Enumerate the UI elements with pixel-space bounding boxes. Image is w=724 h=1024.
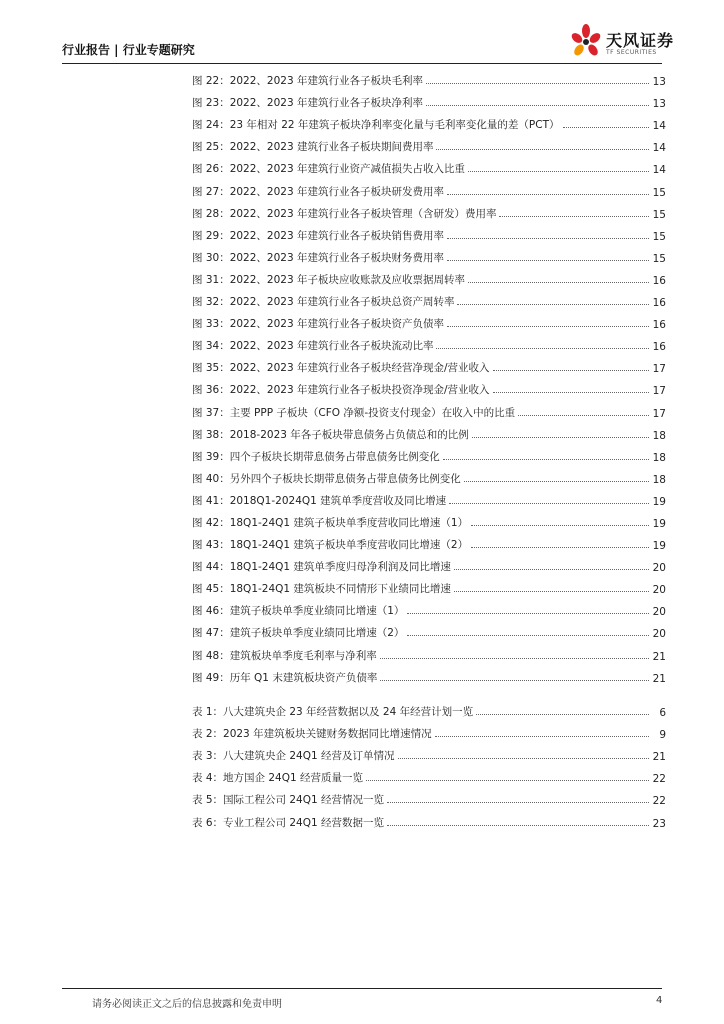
toc-entry-label: 图 34：2022、2023 年建筑行业各子板块流动比率 xyxy=(192,340,434,353)
dot-leader xyxy=(468,282,649,283)
toc-entry-page: 20 xyxy=(652,584,666,597)
table-toc-entry[interactable] xyxy=(192,697,666,719)
figure-toc-entry[interactable] xyxy=(192,132,666,154)
toc-entry-page: 15 xyxy=(652,208,666,221)
toc-entry-page: 21 xyxy=(652,751,666,764)
toc-entry-label: 图 46：建筑子板块单季度业绩同比增速（1） xyxy=(192,605,405,618)
toc-entry-page: 20 xyxy=(652,562,666,575)
toc-entry-page: 18 xyxy=(652,429,666,442)
table-toc-entry[interactable] xyxy=(192,785,666,807)
dot-leader xyxy=(476,714,649,715)
figure-toc-entry[interactable] xyxy=(192,110,666,132)
figure-toc-entry[interactable] xyxy=(192,88,666,110)
toc-entry-label: 图 22：2022、2023 年建筑行业各子板块毛利率 xyxy=(192,75,423,88)
figure-toc-entry[interactable] xyxy=(192,154,666,176)
figure-toc-entry[interactable] xyxy=(192,221,666,243)
toc-entry-label: 图 31：2022、2023 年子板块应收账款及应收票据周转率 xyxy=(192,273,465,286)
toc-entry-label: 图 33：2022、2023 年建筑行业各子板块资产负债率 xyxy=(192,318,444,331)
page-number: 4 xyxy=(656,995,663,1006)
toc-entry-label: 表 3：八大建筑央企 24Q1 经营及订单情况 xyxy=(192,750,395,763)
toc-entry-page: 22 xyxy=(652,773,666,786)
toc-entry-label: 图 36：2022、2023 年建筑行业各子板块投资净现金/营业收入 xyxy=(192,384,490,397)
toc-entry-page: 14 xyxy=(652,164,666,177)
toc-entry-label: 表 6：专业工程公司 24Q1 经营数据一览 xyxy=(192,816,384,829)
toc-entry-page: 9 xyxy=(659,729,666,742)
toc-entry-label: 图 30：2022、2023 年建筑行业各子板块财务费用率 xyxy=(192,251,444,264)
dot-leader xyxy=(454,569,649,570)
toc-entry-page: 21 xyxy=(652,650,666,663)
toc-entry-page: 6 xyxy=(659,707,666,720)
toc-entry-label: 图 24：23 年相对 22 年建筑子板块净利率变化量与毛利率变化量的差（PCT） xyxy=(192,119,560,132)
toc-entry-label: 图 27：2022、2023 年建筑行业各子板块研发费用率 xyxy=(192,185,444,198)
dot-leader xyxy=(464,481,649,482)
toc-entry-label: 图 47：建筑子板块单季度业绩同比增速（2） xyxy=(192,627,405,640)
dot-leader xyxy=(468,171,649,172)
figure-toc-entry[interactable] xyxy=(192,464,666,486)
figure-toc-entry[interactable] xyxy=(192,265,666,287)
dot-leader xyxy=(443,459,649,460)
figure-toc-entry[interactable] xyxy=(192,420,666,442)
figure-toc-entry[interactable] xyxy=(192,530,666,552)
figure-toc-entry[interactable] xyxy=(192,397,666,419)
toc-entry-label: 图 37：主要 PPP 子板块（CFO 净额-投资支付现金）在收入中的比重 xyxy=(192,406,516,419)
toc-entry-label: 图 40：另外四个子板块长期带息债务占带息债务比例变化 xyxy=(192,472,461,485)
table-index xyxy=(192,697,666,830)
table-toc-entry[interactable] xyxy=(192,763,666,785)
figure-toc-entry[interactable] xyxy=(192,199,666,221)
toc-entry-page: 15 xyxy=(652,230,666,243)
dot-leader xyxy=(471,547,649,548)
figure-toc-entry[interactable] xyxy=(192,243,666,265)
dot-leader xyxy=(563,127,649,128)
toc-entry-page: 16 xyxy=(652,297,666,310)
toc-entry-label: 图 39：四个子板块长期带息债务占带息债务比例变化 xyxy=(192,450,440,463)
dot-leader xyxy=(457,304,649,305)
toc-entry-page: 15 xyxy=(652,252,666,265)
toc-entry-page: 23 xyxy=(652,817,666,830)
footer-divider xyxy=(62,988,662,989)
figure-toc-entry[interactable] xyxy=(192,176,666,198)
figure-toc-entry[interactable] xyxy=(192,353,666,375)
logo-name: 天风证券 xyxy=(606,31,675,50)
toc-entry-label: 表 5：国际工程公司 24Q1 经营情况一览 xyxy=(192,794,384,807)
toc-entry-page: 19 xyxy=(652,495,666,508)
table-toc-entry[interactable] xyxy=(192,807,666,829)
logo-subtitle: TF SECURITIES xyxy=(606,49,657,56)
toc-entry-page: 13 xyxy=(652,98,666,111)
dot-leader xyxy=(471,525,649,526)
logo-flower-icon xyxy=(566,22,606,62)
figure-toc-entry[interactable] xyxy=(192,663,666,685)
figure-toc-entry[interactable] xyxy=(192,309,666,331)
header-divider xyxy=(62,63,662,64)
toc-entry-label: 图 48：建筑板块单季度毛利率与净利率 xyxy=(192,649,377,662)
dot-leader xyxy=(454,591,649,592)
dot-leader xyxy=(493,370,649,371)
toc-entry-page: 17 xyxy=(652,363,666,376)
toc-entry-page: 20 xyxy=(652,606,666,619)
table-toc-entry[interactable] xyxy=(192,719,666,741)
toc-entry-label: 图 26：2022、2023 年建筑行业资产减值损失占收入比重 xyxy=(192,163,465,176)
dot-leader xyxy=(472,437,649,438)
toc-entry-page: 15 xyxy=(652,186,666,199)
dot-leader xyxy=(366,780,649,781)
toc-entry-page: 19 xyxy=(652,540,666,553)
figure-toc-entry[interactable] xyxy=(192,574,666,596)
toc-entry-page: 14 xyxy=(652,142,666,155)
dot-leader xyxy=(447,194,649,195)
toc-entry-page: 14 xyxy=(652,120,666,133)
figure-toc-entry[interactable] xyxy=(192,287,666,309)
dot-leader xyxy=(398,758,650,759)
toc-entry-page: 16 xyxy=(652,274,666,287)
toc-entry-page: 17 xyxy=(652,407,666,420)
footer-disclaimer: 请务必阅读正文之后的信息披露和免责申明 xyxy=(92,999,282,1010)
dot-leader xyxy=(407,635,649,636)
figure-toc-entry[interactable] xyxy=(192,618,666,640)
report-header-title: 行业报告 | 行业专题研究 xyxy=(62,43,195,57)
figure-toc-entry[interactable] xyxy=(192,375,666,397)
dot-leader xyxy=(499,216,649,217)
toc-entry-label: 图 38：2018-2023 年各子板块带息债务占负债总和的比例 xyxy=(192,428,469,441)
toc-entry-label: 表 2：2023 年建筑板块关键财务数据同比增速情况 xyxy=(192,728,432,741)
toc-entry-label: 图 32：2022、2023 年建筑行业各子板块总资产周转率 xyxy=(192,296,455,309)
toc-entry-page: 20 xyxy=(652,628,666,641)
toc-entry-label: 图 35：2022、2023 年建筑行业各子板块经营净现金/营业收入 xyxy=(192,362,490,375)
toc-entry-page: 19 xyxy=(652,517,666,530)
toc-entry-page: 21 xyxy=(652,672,666,685)
dot-leader xyxy=(387,802,649,803)
figure-toc-entry[interactable] xyxy=(192,486,666,508)
dot-leader xyxy=(435,736,649,737)
dot-leader xyxy=(447,260,649,261)
dot-leader xyxy=(407,613,649,614)
toc-entry-label: 表 4：地方国企 24Q1 经营质量一览 xyxy=(192,772,363,785)
dot-leader xyxy=(449,503,649,504)
dot-leader xyxy=(426,105,649,106)
tf-securities-logo xyxy=(566,22,686,62)
dot-leader xyxy=(493,392,649,393)
toc-entry-label: 图 25：2022、2023 建筑行业各子板块期间费用率 xyxy=(192,141,434,154)
toc-entry-page: 16 xyxy=(652,319,666,332)
figure-toc-entry[interactable] xyxy=(192,442,666,464)
toc-entry-label: 图 45：18Q1-24Q1 建筑板块不同情形下业绩同比增速 xyxy=(192,583,451,596)
dot-leader xyxy=(387,825,649,826)
dot-leader xyxy=(380,680,649,681)
figure-toc-entry[interactable] xyxy=(192,66,666,88)
toc-entry-label: 图 44：18Q1-24Q1 建筑单季度归母净利润及同比增速 xyxy=(192,561,451,574)
toc-entry-label: 图 29：2022、2023 年建筑行业各子板块销售费用率 xyxy=(192,229,444,242)
dot-leader xyxy=(426,83,649,84)
toc-entry-page: 16 xyxy=(652,341,666,354)
dot-leader xyxy=(447,238,649,239)
toc-entry-label: 表 1：八大建筑央企 23 年经营数据以及 24 年经营计划一览 xyxy=(192,706,474,719)
figure-toc-entry[interactable] xyxy=(192,508,666,530)
toc-entry-label: 图 23：2022、2023 年建筑行业各子板块净利率 xyxy=(192,97,423,110)
toc-entry-page: 18 xyxy=(652,451,666,464)
figure-toc-entry[interactable] xyxy=(192,640,666,662)
figure-toc-entry[interactable] xyxy=(192,596,666,618)
dot-leader xyxy=(518,415,649,416)
toc-entry-page: 18 xyxy=(652,473,666,486)
toc-entry-page: 22 xyxy=(652,795,666,808)
dot-leader xyxy=(436,149,649,150)
dot-leader xyxy=(380,658,649,659)
toc-entry-label: 图 43：18Q1-24Q1 建筑子板块单季度营收同比增速（2） xyxy=(192,539,469,552)
toc-entry-label: 图 28：2022、2023 年建筑行业各子板块管理（含研发）费用率 xyxy=(192,207,497,220)
toc-entry-label: 图 49：历年 Q1 末建筑板块资产负债率 xyxy=(192,671,378,684)
figure-index xyxy=(192,66,666,685)
dot-leader xyxy=(436,348,649,349)
toc-entry-label: 图 41：2018Q1-2024Q1 建筑单季度营收及同比增速 xyxy=(192,494,447,507)
toc-entry-label: 图 42：18Q1-24Q1 建筑子板块单季度营收同比增速（1） xyxy=(192,516,469,529)
table-toc-entry[interactable] xyxy=(192,741,666,763)
figure-toc-entry[interactable] xyxy=(192,331,666,353)
dot-leader xyxy=(447,326,649,327)
toc-entry-page: 13 xyxy=(652,76,666,89)
toc-entry-page: 17 xyxy=(652,385,666,398)
figure-toc-entry[interactable] xyxy=(192,552,666,574)
